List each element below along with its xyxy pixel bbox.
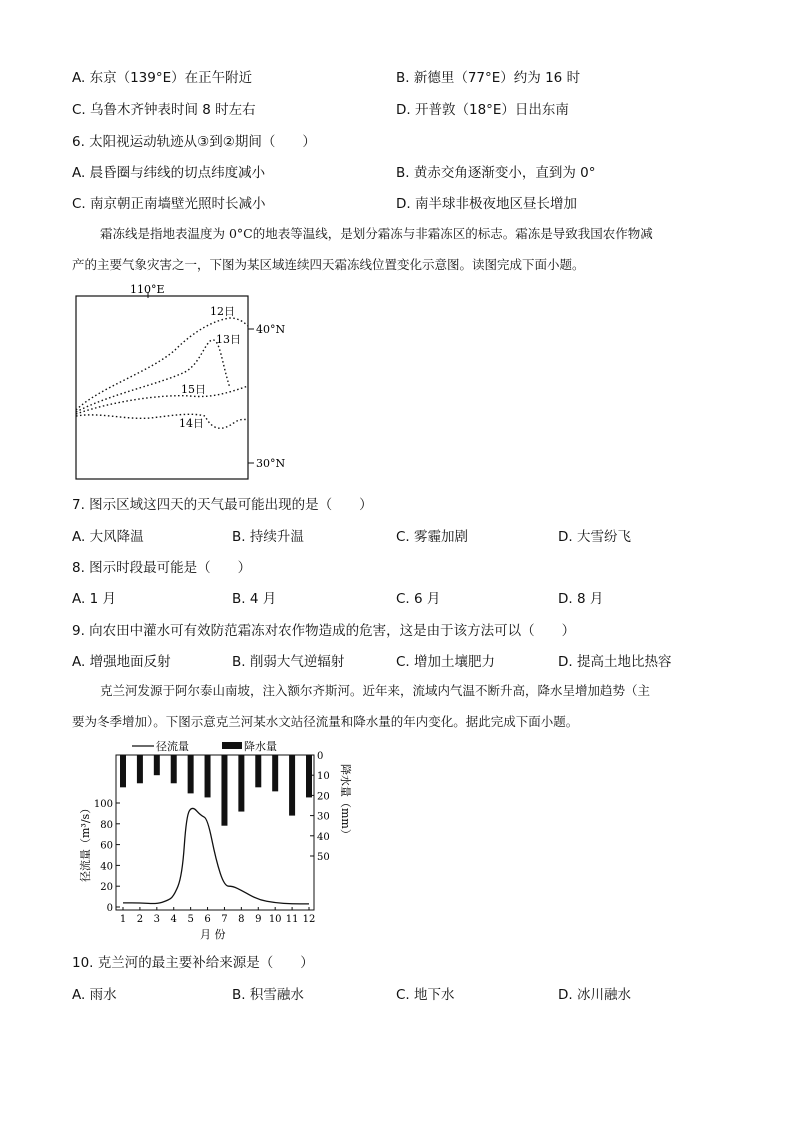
q5-option-a: A. 东京（139°E）在正午附近 [72, 70, 253, 86]
q6-stem: 6. 太阳视运动轨迹从③到②期间（ ） [72, 134, 316, 150]
right-tick-label: 0 [317, 751, 324, 762]
right-tick-label: 50 [317, 852, 330, 863]
label-day14: 14日 [179, 417, 204, 430]
left-tick-label: 40 [100, 861, 113, 873]
x-tick-label: 10 [268, 914, 282, 925]
left-tick-label: 0 [106, 903, 113, 914]
q6-option-a: A. 晨昏圈与纬线的切点纬度减小 [72, 165, 266, 181]
q9-option-c: C. 增加土壤肥力 [396, 654, 496, 670]
chart-frame [116, 755, 314, 910]
q7-stem: 7. 图示区域这四天的天气最可能出现的是（ ） [72, 497, 373, 513]
q8-option-b: B. 4 月 [232, 591, 277, 607]
left-tick-label: 60 [100, 840, 113, 852]
map-frame [76, 296, 248, 479]
q10-option-a: A. 雨水 [72, 987, 117, 1003]
lat-bottom-label: 30°N [256, 457, 286, 470]
q6-option-d: D. 南半球非极夜地区昼长增加 [396, 196, 577, 212]
q10-stem: 10. 克兰河的最主要补给来源是（ ） [72, 955, 314, 971]
passage-frost-line2: 产的主要气象灾害之一，下图为某区域连续四天霜冻线位置变化示意图。读图完成下面小题。 [72, 257, 585, 272]
left-tick-label: 80 [100, 819, 113, 831]
q8-option-a: A. 1 月 [72, 591, 116, 607]
precip-bar [255, 755, 261, 787]
x-tick-label: 8 [238, 914, 245, 925]
y-left-title: 径流量（m³/s） [79, 802, 92, 882]
right-tick-label: 20 [317, 791, 330, 803]
precip-bar [205, 755, 211, 797]
x-tick-label: 7 [221, 914, 228, 925]
precip-bar [154, 755, 160, 775]
precip-bar [221, 755, 227, 826]
y-right-title: 降水量（mm） [339, 764, 352, 840]
right-tick-label: 40 [317, 831, 330, 843]
q8-option-c: C. 6 月 [396, 591, 441, 607]
passage-kelan-line2: 要为冬季增加）。下图示意克兰河某水文站径流量和降水量的年内变化。据此完成下面小题。 [72, 714, 579, 729]
label-day15: 15日 [181, 383, 206, 396]
q10-option-d: D. 冰川融水 [558, 987, 631, 1003]
label-day12: 12日 [210, 305, 235, 318]
precip-bar [289, 755, 295, 816]
q8-option-d: D. 8 月 [558, 591, 604, 607]
lat-top-label: 40°N [256, 323, 286, 336]
q9-option-b: B. 削弱大气逆辐射 [232, 654, 345, 670]
legend-precip-swatch [222, 742, 242, 749]
right-tick-label: 30 [317, 811, 330, 823]
q7-option-d: D. 大雪纷飞 [558, 529, 631, 545]
precip-bar [188, 755, 194, 793]
q10-option-c: C. 地下水 [396, 987, 455, 1003]
left-tick-label: 100 [93, 799, 113, 810]
x-tick-label: 9 [255, 914, 262, 925]
label-day13: 13日 [216, 333, 241, 346]
q7-option-c: C. 雾霾加剧 [396, 529, 469, 545]
x-tick-label: 5 [187, 914, 194, 925]
passage-kelan-line1: 克兰河发源于阿尔泰山南坡，注入额尔齐斯河。近年来，流域内气温不断升高，降水呈增加趋势（主 [100, 683, 651, 698]
q9-option-a: A. 增强地面反射 [72, 654, 171, 670]
passage-frost [72, 218, 722, 280]
q5-option-c: C. 乌鲁木齐钟表时间 8 时左右 [72, 102, 256, 118]
precip-bar [171, 755, 177, 783]
q7-option-b: B. 持续升温 [232, 529, 304, 545]
q9-option-d: D. 提高土地比热容 [558, 654, 672, 670]
passage-frost-line1: 霜冻线是指地表温度为 0°C的地表等温线，是划分霜冻与非霜冻区的标志。霜冻是导致我国农作物减 [100, 226, 653, 241]
frost-line-14 [76, 414, 248, 428]
x-tick-label: 3 [153, 914, 161, 925]
runoff-line [123, 808, 309, 903]
x-title: 月 份 [200, 928, 226, 941]
q5-option-b: B. 新德里（77°E）约为 16 时 [396, 70, 581, 86]
frost-line-12 [76, 318, 248, 410]
precip-bar [306, 755, 312, 797]
runoff-precipitation-chart [74, 736, 364, 944]
q10-option-b: B. 积雪融水 [232, 987, 304, 1003]
x-tick-label: 4 [170, 914, 177, 925]
x-tick-label: 6 [204, 914, 211, 925]
precip-bar [137, 755, 143, 783]
x-tick-label: 12 [302, 914, 316, 925]
legend-precip: 降水量 [244, 740, 277, 753]
q5-option-d: D. 开普敦（18°E）日出东南 [396, 102, 569, 118]
precip-bar [238, 755, 244, 812]
x-tick-label: 11 [285, 914, 299, 925]
q6-option-b: B. 黄赤交角逐渐变小，直到为 0° [396, 165, 596, 181]
frost-line-13 [76, 340, 230, 412]
q6-option-c: C. 南京朝正南墙壁光照时长减小 [72, 196, 266, 212]
precip-bar [120, 755, 126, 787]
q7-option-a: A. 大风降温 [72, 529, 144, 545]
legend-runoff: 径流量 [156, 740, 189, 753]
left-tick-label: 20 [100, 882, 113, 894]
q8-stem: 8. 图示时段最可能是（ ） [72, 560, 252, 576]
right-tick-label: 10 [317, 771, 330, 783]
frost-line-map [70, 282, 320, 482]
x-tick-label: 2 [136, 914, 144, 925]
precip-bar [272, 755, 278, 791]
q9-stem: 9. 向农田中灌水可有效防范霜冻对农作物造成的危害，这是由于该方法可以（ ） [72, 623, 576, 639]
lon-label: 110°E [130, 283, 165, 296]
x-tick-label: 1 [119, 914, 127, 925]
passage-kelan [72, 675, 722, 737]
